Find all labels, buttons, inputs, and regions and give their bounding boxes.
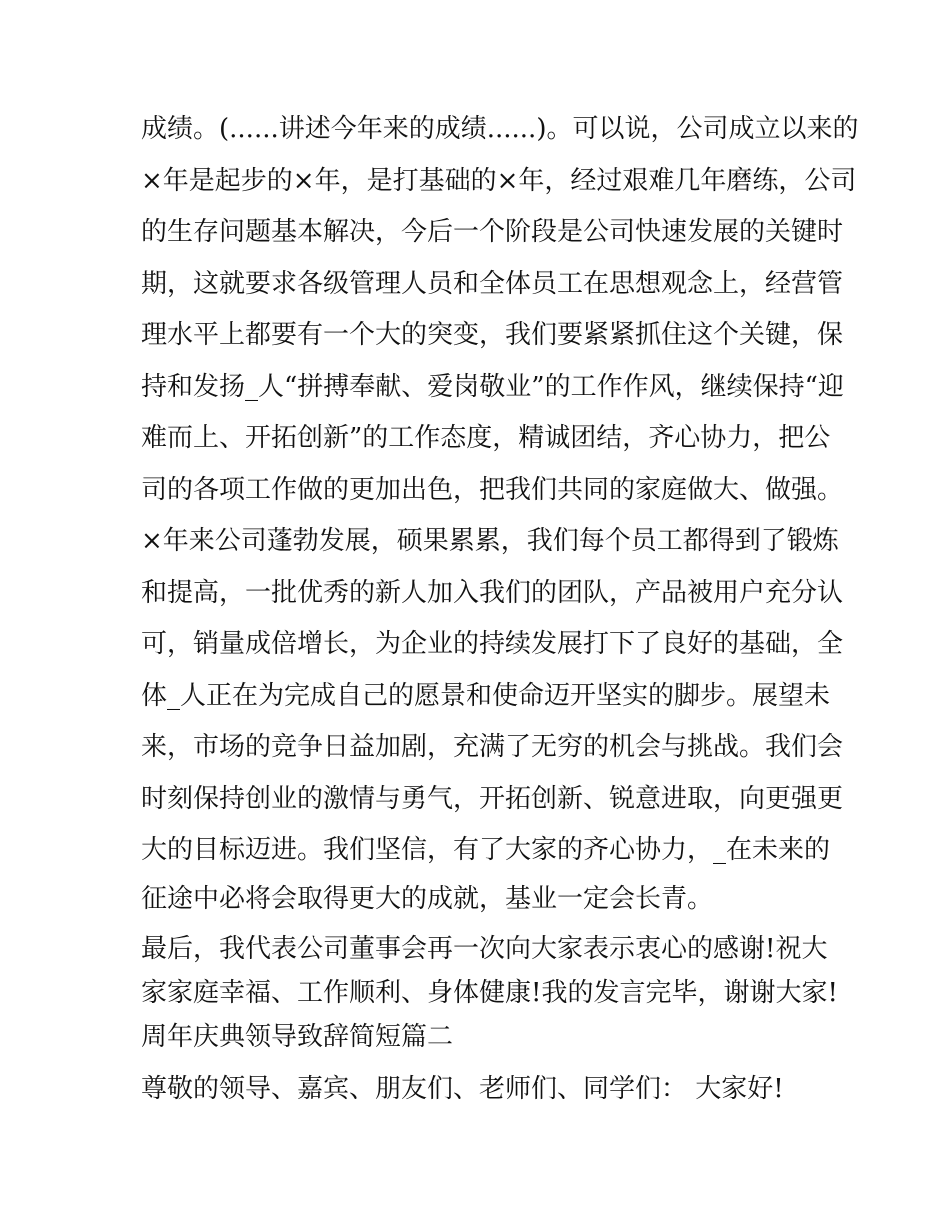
text-line: 可，销量成倍增长，为企业的持续发展打下了良好的基础，全 [141, 629, 844, 659]
text-line: 家家庭幸福、工作顺利、身体健康!我的发言完毕，谢谢大家! [141, 977, 838, 1008]
text-line: 体_人正在为完成自己的愿景和使命迈开坚实的脚步。展望未 [141, 680, 831, 711]
text-line: 持和发扬_人“拼搏奉献、爱岗敬业”的工作作风，继续保持“迎 [141, 371, 844, 402]
text-line: 难而上、开拓创新”的工作态度，精诚团结，齐心协力，把公 [141, 423, 831, 453]
text-line: 期，这就要求各级管理人员和全体员工在思想观念上，经营管 [141, 268, 844, 299]
text-line: ×年来公司蓬勃发展，硕果累累，我们每个员工都得到了锻炼 [141, 526, 839, 556]
document-body [141, 104, 859, 1111]
text-line: 的生存问题基本解决，今后一个阶段是公司快速发展的关键时 [141, 217, 844, 247]
paragraph-thanks [141, 927, 838, 1015]
paragraph-closing-achievements [141, 104, 859, 921]
section-heading: 周年庆典领导致辞简短篇二 [141, 1021, 454, 1052]
text-line: 和提高，一批优秀的新人加入我们的团队，产品被用户充分认 [141, 577, 844, 608]
text-line: 来，市场的竞争日益加剧，充满了无穷的机会与挑战。我们会 [141, 732, 844, 762]
text-line: 成绩。(......讲述今年来的成绩......)。可以说，公司成立以来的 [141, 114, 859, 144]
text-line: 司的各项工作做的更加出色，把我们共同的家庭做大、做强。 [141, 474, 844, 505]
text-line: ×年是起步的×年，是打基础的×年，经过艰难几年磨练，公司 [141, 165, 857, 196]
text-line: 理水平上都要有一个大的突变，我们要紧紧抓住这个关键，保 [141, 320, 844, 350]
text-line: 时刻保持创业的激情与勇气，开拓创新、锐意进取，向更强更 [141, 783, 844, 814]
greeting-line: 尊敬的领导、嘉宾、朋友们、老师们、同学们： 大家好! [141, 1073, 784, 1104]
text-line: 最后，我代表公司董事会再一次向大家表示衷心的感谢!祝大 [141, 933, 828, 964]
text-line: 大的目标迈进。我们坚信，有了大家的齐心协力，_在未来的 [141, 835, 831, 865]
text-line: 征途中必将会取得更大的成就，基业一定会长青。 [141, 883, 714, 914]
